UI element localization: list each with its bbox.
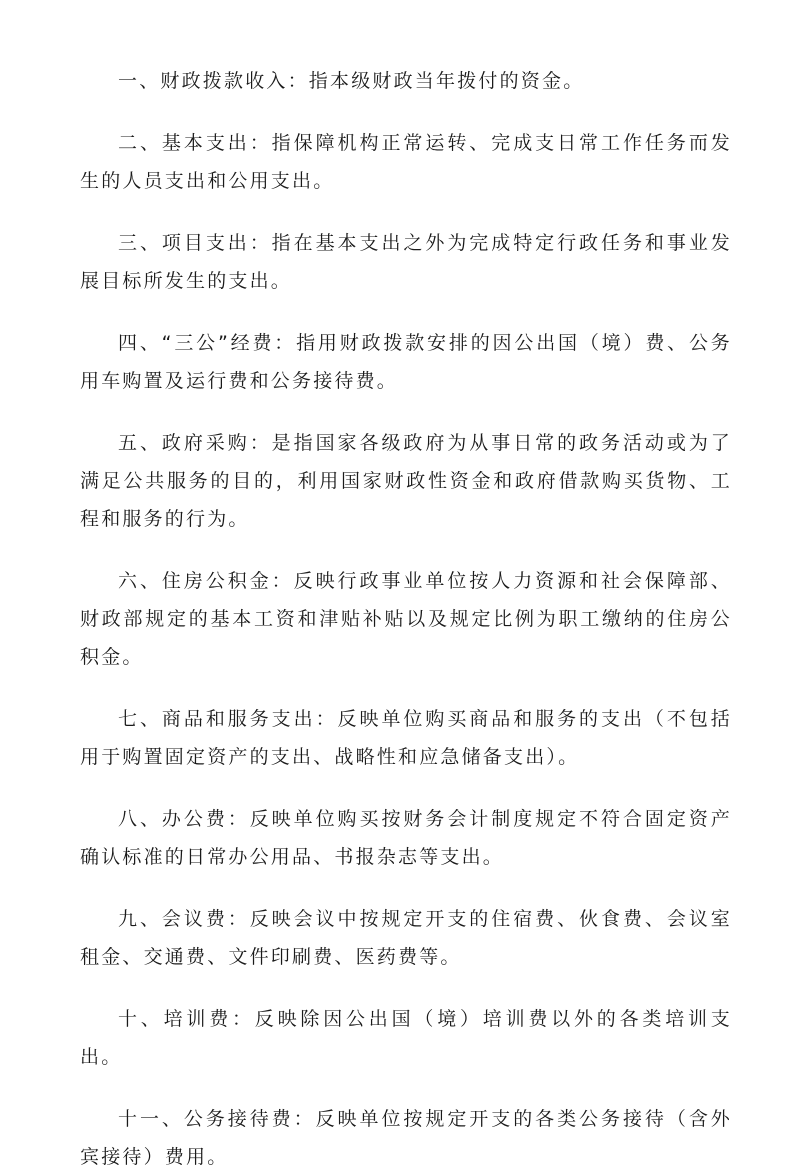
paragraph-7: 七、商品和服务支出：反映单位购买商品和服务的支出（不包括用于购置固定资产的支出、战略性和应急储备支出）。 <box>80 708 732 768</box>
paragraph-3: 三、项目支出：指在基本支出之外为完成特定行政任务和事业发展目标所发生的支出。 <box>80 232 732 292</box>
paragraph-4: 四、“三公”经费：指用财政拨款安排的因公出国（境）费、公务用车购置及运行费和公务接待费。 <box>80 332 732 392</box>
paragraph-5: 五、政府采购：是指国家各级政府为从事日常的政务活动或为了满足公共服务的目的，利用国家财政性资金和政府借款购买货物、工程和服务的行为。 <box>80 432 732 530</box>
paragraph-11: 十一、公务接待费：反映单位按规定开支的各类公务接待（含外宾接待）费用。 <box>80 1108 732 1168</box>
paragraph-1: 一、财政拨款收入：指本级财政当年拨付的资金。 <box>118 70 585 92</box>
paragraph-9: 九、会议费：反映会议中按规定开支的住宿费、伙食费、会议室租金、交通费、文件印刷费、医药费等。 <box>80 908 732 968</box>
paragraph-6: 六、住房公积金：反映行政事业单位按人力资源和社会保障部、财政部规定的基本工资和津贴补贴以及规定比例为职工缴纳的住房公积金。 <box>80 570 732 668</box>
paragraph-10: 十、培训费：反映除因公出国（境）培训费以外的各类培训支出。 <box>80 1008 732 1068</box>
paragraph-8: 八、办公费：反映单位购买按财务会计制度规定不符合固定资产确认标准的日常办公用品、书报杂志等支出。 <box>80 808 732 868</box>
paragraph-2: 二、基本支出：指保障机构正常运转、完成支日常工作任务而发生的人员支出和公用支出。 <box>80 132 732 192</box>
